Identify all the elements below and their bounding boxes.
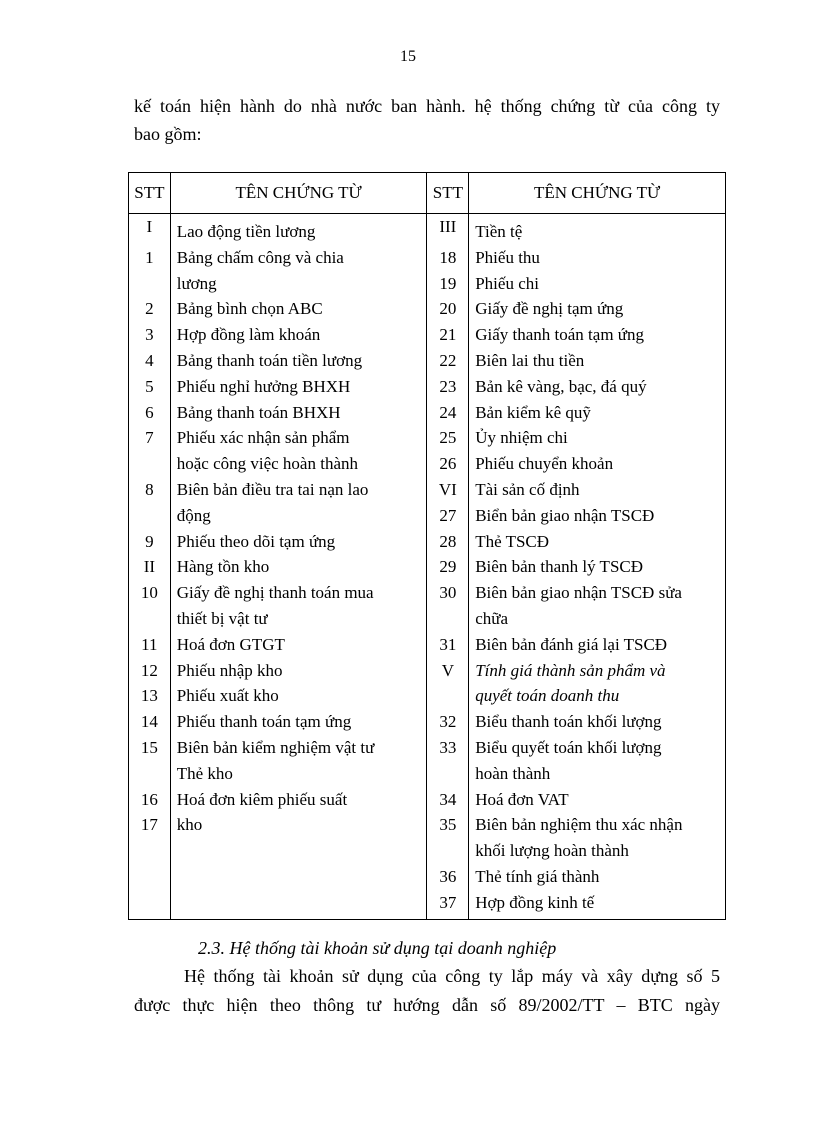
- document-name-right-cell: Ủy nhiệm chi: [469, 425, 726, 451]
- stt-left-cell: 16: [129, 787, 171, 813]
- table-row: [129, 374, 726, 400]
- document-name-left-cell: Phiếu thanh toán tạm ứng: [170, 709, 427, 735]
- stt-right-cell: 31: [427, 632, 469, 658]
- table-row: [129, 529, 726, 555]
- intro-line-1: kế toán hiện hành do nhà nước ban hành. hệ thống chứng từ của công ty: [134, 96, 720, 116]
- table-row: [129, 812, 726, 838]
- stt-left-cell: [129, 271, 171, 297]
- table-row: [129, 735, 726, 761]
- stt-left-cell: 3: [129, 322, 171, 348]
- document-name-left-cell: lương: [170, 271, 427, 297]
- intro-line-2: bao gồm:: [134, 124, 202, 144]
- document-name-right-cell: Phiếu thu: [469, 245, 726, 271]
- table-row: [129, 761, 726, 787]
- document-name-right-cell: hoàn thành: [469, 761, 726, 787]
- document-name-right-cell: Hoá đơn VAT: [469, 787, 726, 813]
- document-name-right-cell: chữa: [469, 606, 726, 632]
- stt-left-cell: [129, 606, 171, 632]
- document-name-right-cell: Biển bản giao nhận TSCĐ: [469, 503, 726, 529]
- intro-paragraph: [134, 92, 720, 148]
- document-name-right-cell: Biểu quyết toán khối lượng: [469, 735, 726, 761]
- table-row: [129, 709, 726, 735]
- table-row: [129, 606, 726, 632]
- stt-right-cell: 22: [427, 348, 469, 374]
- stt-right-cell: 37: [427, 890, 469, 919]
- document-name-right-cell: Biên bản nghiệm thu xác nhận: [469, 812, 726, 838]
- document-name-left-cell: Bảng thanh toán BHXH: [170, 400, 427, 426]
- table-row: [129, 477, 726, 503]
- stt-left-cell: 6: [129, 400, 171, 426]
- stt-right-cell: 28: [427, 529, 469, 555]
- document-name-right-cell: Biểu thanh toán khối lượng: [469, 709, 726, 735]
- stt-right-cell: [427, 683, 469, 709]
- document-name-left-cell: Thẻ kho: [170, 761, 427, 787]
- document-list-table: [128, 172, 726, 920]
- stt-left-cell: 7: [129, 425, 171, 451]
- document-name-left-cell: Bảng chấm công và chia: [170, 245, 427, 271]
- stt-left-cell: 14: [129, 709, 171, 735]
- document-name-left-cell: Giấy đề nghị thanh toán mua: [170, 580, 427, 606]
- table-row: [129, 214, 726, 245]
- document-name-left-cell: Biên bản điều tra tai nạn lao: [170, 477, 427, 503]
- document-name-right-cell: khối lượng hoàn thành: [469, 838, 726, 864]
- stt-left-cell: 2: [129, 296, 171, 322]
- body-line-2: được thực hiện theo thông tư hướng dẫn số 89/2002/TT – BTC ngày: [134, 995, 720, 1015]
- stt-left-cell: 11: [129, 632, 171, 658]
- document-name-left-cell: Hợp đồng làm khoán: [170, 322, 427, 348]
- stt-right-cell: 26: [427, 451, 469, 477]
- stt-left-cell: [129, 890, 171, 919]
- stt-right-cell: 30: [427, 580, 469, 606]
- table-row: [129, 503, 726, 529]
- stt-right-cell: 36: [427, 864, 469, 890]
- stt-right-cell: 19: [427, 271, 469, 297]
- document-name-left-cell: [170, 838, 427, 864]
- stt-left-cell: [129, 451, 171, 477]
- stt-right-cell: 35: [427, 812, 469, 838]
- page-number: 15: [400, 48, 416, 65]
- table-row: [129, 554, 726, 580]
- body-paragraph: [134, 962, 720, 1020]
- stt-left-cell: 13: [129, 683, 171, 709]
- document-name-left-cell: [170, 890, 427, 919]
- document-name-left-cell: Phiếu theo dõi tạm ứng: [170, 529, 427, 555]
- table-row: [129, 348, 726, 374]
- table-row: [129, 296, 726, 322]
- stt-right-cell: 34: [427, 787, 469, 813]
- table-row: [129, 838, 726, 864]
- stt-left-cell: 1: [129, 245, 171, 271]
- header-name-right: TÊN CHỨNG TỪ: [469, 173, 726, 214]
- document-name-left-cell: thiết bị vật tư: [170, 606, 427, 632]
- table-row: [129, 864, 726, 890]
- table-row: [129, 271, 726, 297]
- stt-left-cell: [129, 761, 171, 787]
- section-heading: 2.3. Hệ thống tài khoản sử dụng tại doanh nghiệp: [198, 938, 557, 958]
- document-name-left-cell: kho: [170, 812, 427, 838]
- table-row: [129, 451, 726, 477]
- stt-right-cell: [427, 761, 469, 787]
- body-line-1: Hệ thống tài khoản sử dụng của công ty lắp máy và xây dựng số 5: [184, 966, 720, 986]
- table-row: [129, 580, 726, 606]
- document-name-right-cell: Giấy đề nghị tạm ứng: [469, 296, 726, 322]
- document-name-right-cell: Tài sản cố định: [469, 477, 726, 503]
- stt-left-cell: 10: [129, 580, 171, 606]
- document-name-left-cell: [170, 864, 427, 890]
- stt-right-cell: [427, 838, 469, 864]
- document-name-left-cell: Phiếu xuất kho: [170, 683, 427, 709]
- stt-left-cell: [129, 864, 171, 890]
- header-stt-left: STT: [129, 173, 171, 214]
- document-name-left-cell: Phiếu nghỉ hưởng BHXH: [170, 374, 427, 400]
- stt-right-cell: V: [427, 658, 469, 684]
- document-name-right-cell: Biên bản giao nhận TSCĐ sửa: [469, 580, 726, 606]
- stt-right-cell: 25: [427, 425, 469, 451]
- table-header-row: [129, 173, 726, 214]
- document-name-left-cell: Phiếu nhập kho: [170, 658, 427, 684]
- document-name-right-cell: Tiền tệ: [469, 214, 726, 245]
- document-name-right-cell: Phiếu chuyển khoản: [469, 451, 726, 477]
- stt-right-cell: 32: [427, 709, 469, 735]
- stt-left-cell: 8: [129, 477, 171, 503]
- table-row: [129, 658, 726, 684]
- document-name-right-cell: Phiếu chi: [469, 271, 726, 297]
- stt-left-cell: 4: [129, 348, 171, 374]
- document-name-left-cell: Hàng tồn kho: [170, 554, 427, 580]
- stt-left-cell: II: [129, 554, 171, 580]
- stt-left-cell: [129, 503, 171, 529]
- stt-right-cell: 33: [427, 735, 469, 761]
- stt-right-cell: 27: [427, 503, 469, 529]
- header-name-left: TÊN CHỨNG TỪ: [170, 173, 427, 214]
- document-name-left-cell: động: [170, 503, 427, 529]
- document-name-left-cell: Hoá đơn kiêm phiếu suất: [170, 787, 427, 813]
- stt-right-cell: 18: [427, 245, 469, 271]
- stt-left-cell: 15: [129, 735, 171, 761]
- table-row: [129, 245, 726, 271]
- stt-right-cell: 20: [427, 296, 469, 322]
- table-row: [129, 632, 726, 658]
- stt-left-cell: [129, 838, 171, 864]
- document-name-left-cell: hoặc công việc hoàn thành: [170, 451, 427, 477]
- stt-right-cell: 29: [427, 554, 469, 580]
- document-name-left-cell: Biên bản kiểm nghiệm vật tư: [170, 735, 427, 761]
- document-name-right-cell: Biên lai thu tiền: [469, 348, 726, 374]
- document-name-right-cell: Biên bản đánh giá lại TSCĐ: [469, 632, 726, 658]
- document-name-right-cell: Biên bản thanh lý TSCĐ: [469, 554, 726, 580]
- stt-right-cell: 21: [427, 322, 469, 348]
- stt-right-cell: [427, 606, 469, 632]
- stt-right-cell: 23: [427, 374, 469, 400]
- document-name-left-cell: Phiếu xác nhận sản phẩm: [170, 425, 427, 451]
- document-name-right-cell: Hợp đồng kinh tế: [469, 890, 726, 919]
- document-name-right-cell: Bản kiểm kê quỹ: [469, 400, 726, 426]
- stt-left-cell: 5: [129, 374, 171, 400]
- document-name-right-cell: Bản kê vàng, bạc, đá quý: [469, 374, 726, 400]
- header-stt-right: STT: [427, 173, 469, 214]
- document-name-right-cell: Tính giá thành sản phẩm và: [469, 658, 726, 684]
- stt-right-cell: VI: [427, 477, 469, 503]
- document-name-left-cell: Bảng thanh toán tiền lương: [170, 348, 427, 374]
- document-name-right-cell: Giấy thanh toán tạm ứng: [469, 322, 726, 348]
- document-name-right-cell: Thẻ tính giá thành: [469, 864, 726, 890]
- table-row: [129, 890, 726, 919]
- stt-left-cell: 17: [129, 812, 171, 838]
- stt-left-cell: 12: [129, 658, 171, 684]
- table-row: [129, 400, 726, 426]
- stt-left-cell: 9: [129, 529, 171, 555]
- table-row: [129, 683, 726, 709]
- document-name-right-cell: Thẻ TSCĐ: [469, 529, 726, 555]
- table-row: [129, 425, 726, 451]
- table-row: [129, 322, 726, 348]
- document-name-right-cell: quyết toán doanh thu: [469, 683, 726, 709]
- stt-left-cell: I: [129, 214, 171, 245]
- stt-right-cell: 24: [427, 400, 469, 426]
- table-row: [129, 787, 726, 813]
- document-name-left-cell: Lao động tiền lương: [170, 214, 427, 245]
- stt-right-cell: III: [427, 214, 469, 245]
- document-name-left-cell: Bảng bình chọn ABC: [170, 296, 427, 322]
- document-name-left-cell: Hoá đơn GTGT: [170, 632, 427, 658]
